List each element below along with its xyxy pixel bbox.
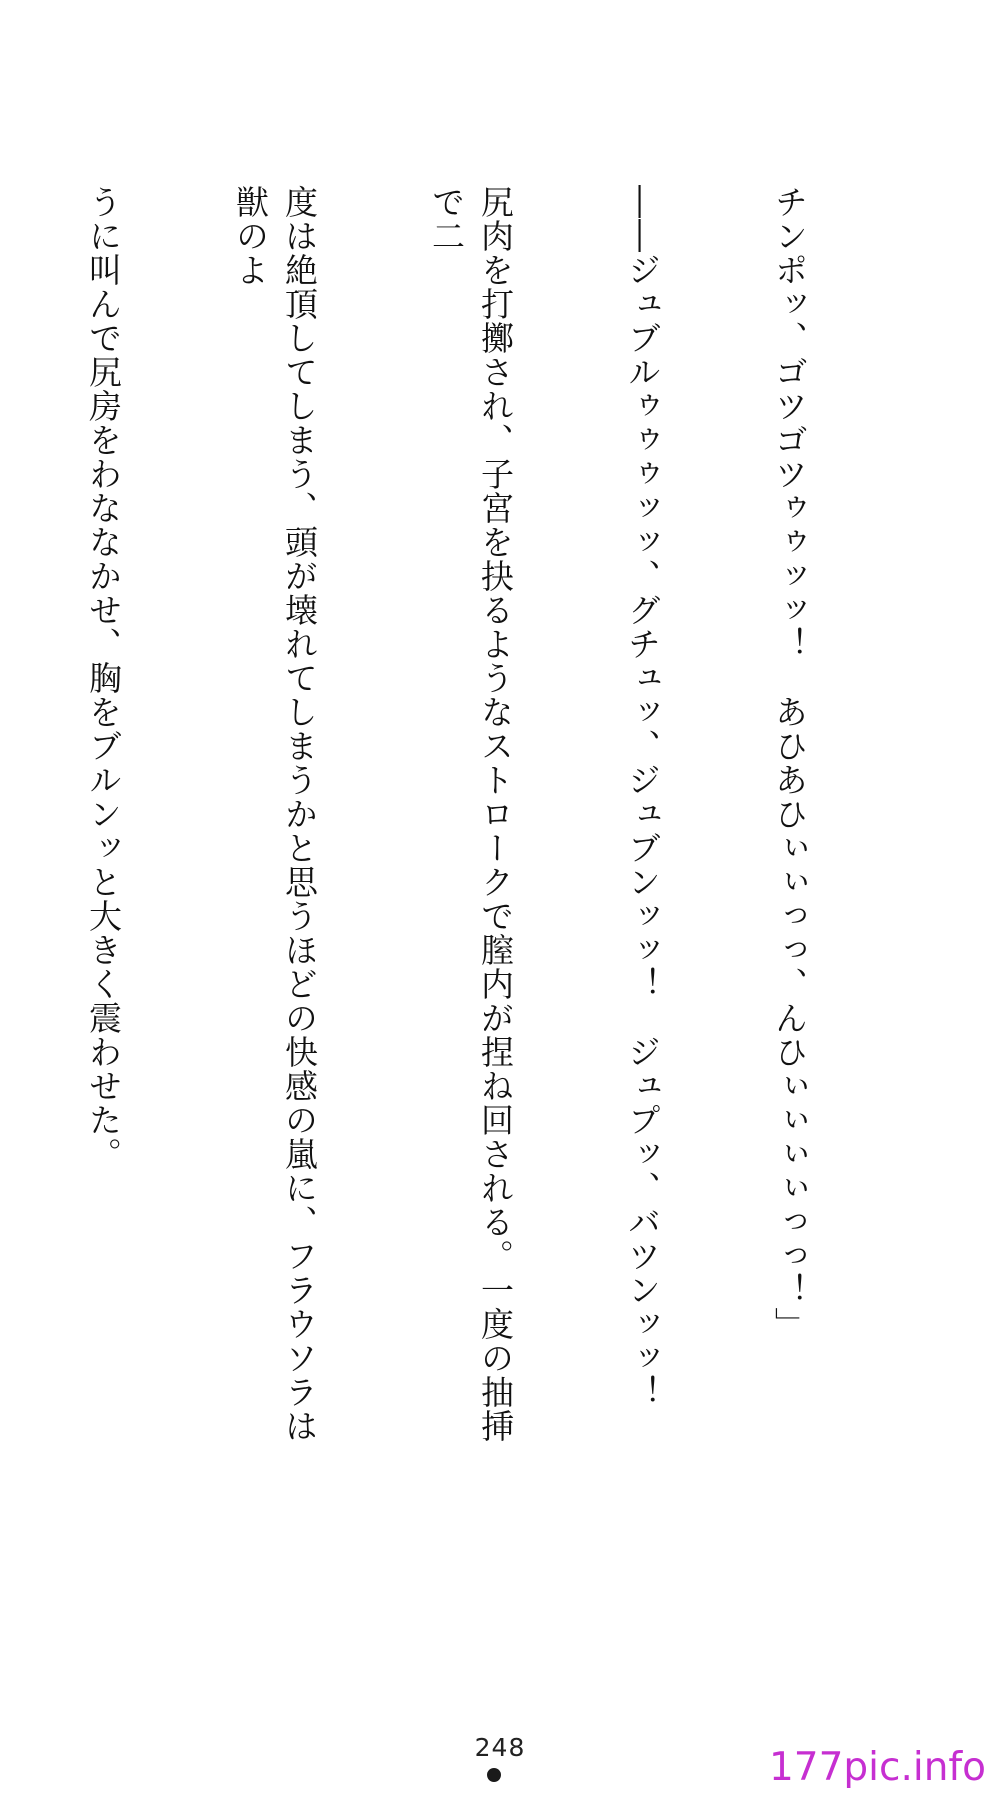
page-dot-ornament	[487, 1768, 501, 1782]
body-text	[0, 185, 912, 1475]
watermark: 177pic.info	[768, 1745, 986, 1790]
text-line: うに叫んで尻房をわななかせ、胸をブルンッと大きく震わせた。	[84, 185, 123, 1171]
text-line: ――ジュブルゥゥゥッッ、グチュッ、ジュブンッッ！ ジュプッ、バツンッッ！	[623, 185, 662, 1409]
text-line: 度は絶頂してしまう、頭が壊れてしまうかと思うほどの快感の嵐に、フラウソラは獣のよ	[231, 185, 319, 1443]
text-line: チンポッ、ゴツゴツゥゥッッ！ あひあひぃぃっっ、んひぃぃぃぃっっ！」	[770, 185, 809, 1341]
page-number: 248	[474, 1733, 526, 1762]
text-line: 尻肉を打擲され、子宮を抉るようなストロークで膣内が捏ね回される。一度の抽挿で二	[427, 185, 515, 1443]
